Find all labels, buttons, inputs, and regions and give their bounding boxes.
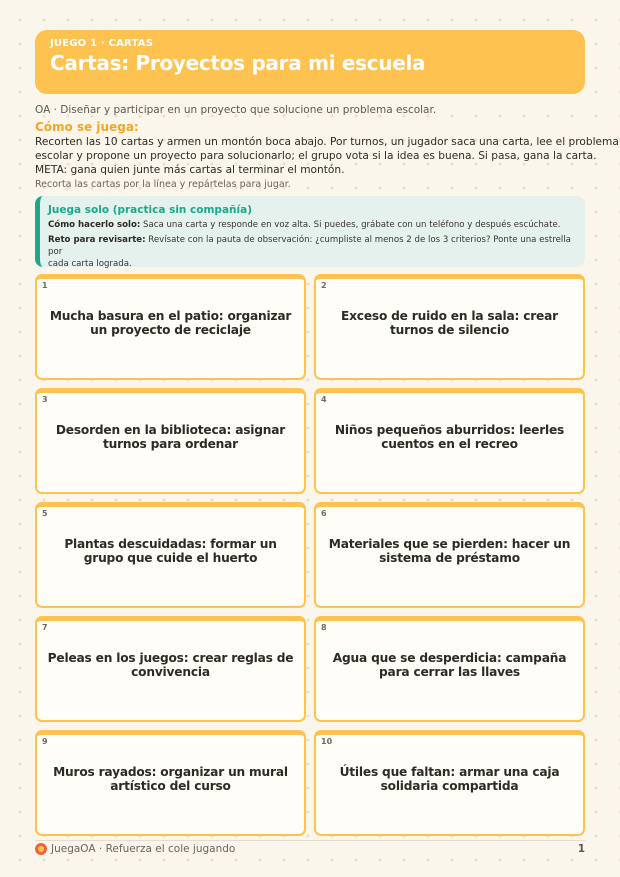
card-text: Plantas descuidadas: formar un grupo que cuide el huerto xyxy=(64,537,277,565)
solo-challenge-text: Revísate con la pauta de observación: ¿cumpliste al menos 2 de los 3 criterios? Ponte una estrella por xyxy=(48,235,571,257)
game-card[interactable] xyxy=(314,388,585,494)
card-text: Útiles que faltan: armar una caja solidaria compartida xyxy=(339,765,560,793)
solo-challenge-label: Reto para revisarte: xyxy=(48,235,146,245)
game-card[interactable] xyxy=(314,730,585,836)
footer-brand-text: JuegaOA · Refuerza el cole jugando xyxy=(51,843,236,855)
footer-divider xyxy=(35,840,585,841)
card-text: Niños pequeños aburridos: leerles cuentos en el recreo xyxy=(334,423,565,451)
card-number: 8 xyxy=(321,623,327,632)
cut-instructions: Recorta las cartas por la línea y repártelas para jugar. xyxy=(35,179,291,190)
card-text: Agua que se desperdicia: campaña para cerrar las llaves xyxy=(332,651,567,679)
card-number: 3 xyxy=(42,395,48,404)
solo-challenge-text-end: cada carta lograda. xyxy=(48,259,132,269)
rules-line: Recorten las 10 cartas y armen un montón boca abajo. Por turnos, un jugador saca una carta, lee el problema xyxy=(35,136,619,148)
page-number: 1 xyxy=(577,843,585,855)
card-number: 10 xyxy=(321,737,333,746)
footer-brand xyxy=(35,843,235,855)
game-card[interactable] xyxy=(35,388,306,494)
solo-how-text: Saca una carta y responde en voz alta. Si puedes, grábate con un teléfono y después escúchate. xyxy=(140,220,561,230)
solo-challenge-line xyxy=(48,234,573,270)
card-number: 6 xyxy=(321,509,327,518)
card-number: 4 xyxy=(321,395,327,404)
goal-line: META: gana quien junte más cartas al terminar el montón. xyxy=(35,163,345,176)
card-number: 7 xyxy=(42,623,48,632)
game-card[interactable] xyxy=(35,502,306,608)
solo-how-label: Cómo hacerlo solo: xyxy=(48,220,141,230)
game-kicker: JUEGO 1 · CARTAS xyxy=(50,38,154,49)
card-text: Muros rayados: organizar un mural artístico del curso xyxy=(53,765,288,793)
how-to-play-text xyxy=(35,136,619,177)
game-card[interactable] xyxy=(35,730,306,836)
card-text: Mucha basura en el patio: organizar un proyecto de reciclaje xyxy=(49,309,292,337)
game-card[interactable] xyxy=(314,274,585,380)
how-to-play-heading: Cómo se juega: xyxy=(35,120,139,134)
card-text: Peleas en los juegos: crear reglas de convivencia xyxy=(47,651,294,679)
card-text: Desorden en la biblioteca: asignar turnos para ordenar xyxy=(55,423,286,451)
game-card[interactable] xyxy=(35,616,306,722)
game-card[interactable] xyxy=(314,616,585,722)
solo-play-title: Juega solo (practica sin compañía) xyxy=(48,204,252,216)
game-card[interactable] xyxy=(314,502,585,608)
target-icon xyxy=(35,843,47,855)
game-card[interactable] xyxy=(35,274,306,380)
rules-line: escolar y propone un proyecto para solucionarlo; el grupo vota si la idea es buena. Si pasa, gana la carta. xyxy=(35,149,597,162)
page-title: Cartas: Proyectos para mi escuela xyxy=(50,51,426,75)
card-number: 2 xyxy=(321,281,327,290)
card-text: Exceso de ruido en la sala: crear turnos de silencio xyxy=(341,309,558,337)
card-text: Materiales que se pierden: hacer un sistema de préstamo xyxy=(328,537,571,565)
solo-how-line xyxy=(48,219,573,231)
card-number: 5 xyxy=(42,509,48,518)
card-number: 1 xyxy=(42,281,48,290)
card-number: 9 xyxy=(42,737,48,746)
solo-play-box xyxy=(35,196,585,267)
learning-objective: OA · Diseñar y participar en un proyecto que solucione un problema escolar. xyxy=(35,104,437,116)
title-banner xyxy=(35,30,585,94)
